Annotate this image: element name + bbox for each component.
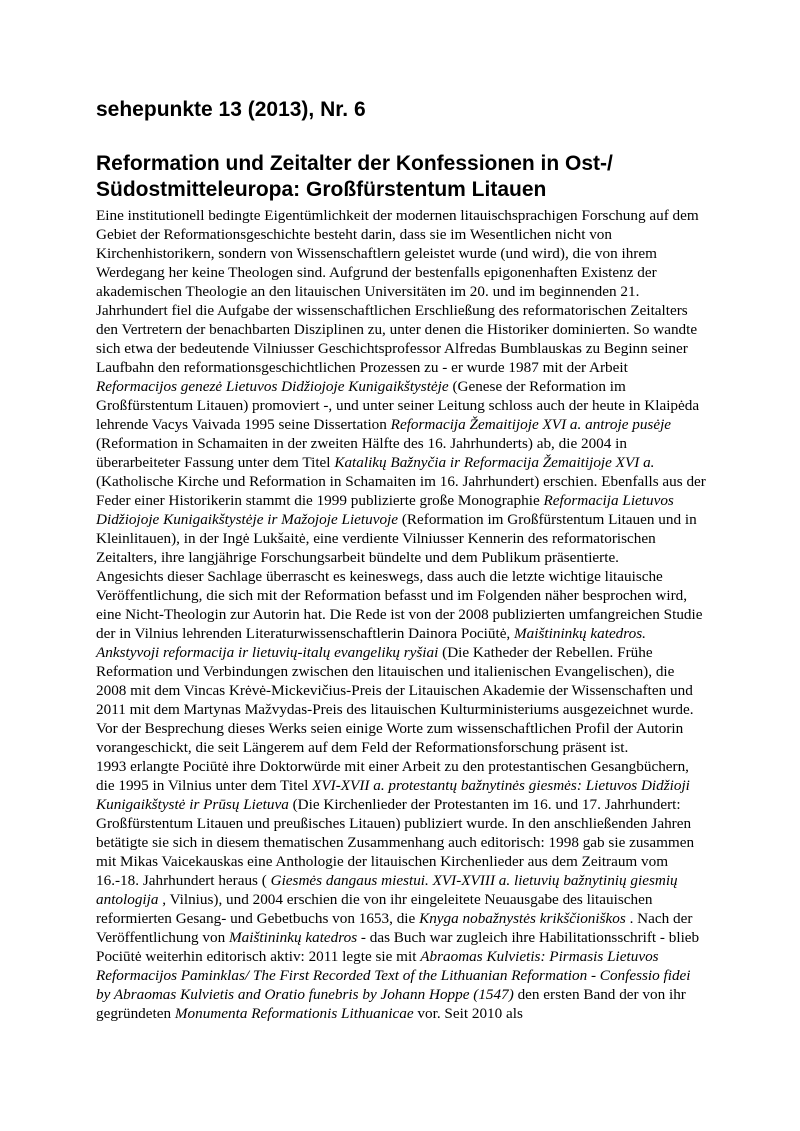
italic-title-citation: XVI-XVII a. protestantų bažnytinės giesmės: Lietuvos Didžioji Kunigaikštystė ir Prūsų Lietuva	[96, 777, 690, 813]
italic-title-citation: Knyga nobažnystės krikščioniškos	[419, 910, 626, 927]
paragraph-text: Angesichts dieser Sachlage überrascht es keineswegs, dass auch die letzte wichtige litauische Veröffentlichung, die sich mit der Reformation befasst und im Folgenden näher besprochen wird, eine Nicht-Theologin zur Autorin hat. Die Rede ist von der 2008 publizierten umfangreichen Studie der in Vilnius lehrenden Literaturwissenschaftlerin Dainora Pociūtė,	[96, 568, 703, 642]
italic-title-citation: Reformacijos genezė Lietuvos Didžiojoje Kunigaikštystėje	[96, 378, 449, 395]
paragraph-text: - das Buch war zugleich ihre Habilitationsschrift - blieb Pociūtė weiterhin editorisch aktiv: 2011 legte sie mit	[96, 929, 700, 965]
italic-title-citation: Reformacija Žemaitijoje XVI a. antroje pusėje	[390, 416, 672, 433]
italic-title-citation: Maištininkų katedros. Ankstyvoji reformacija ir lietuvių-italų evangelikų ryšiai	[96, 625, 646, 661]
paragraph-text: , Vilnius), und 2004 erschien die von ihr eingeleitete Neuausgabe des litauischen reformierten Gesang- und Gebetbuchs von 1653, die	[96, 891, 653, 927]
italic-title-citation: Katalikų Bažnyčia ir Reformacija Žemaitijoje XVI a.	[334, 454, 655, 471]
italic-title-citation: Monumenta Reformationis Lithuanicae	[174, 1005, 414, 1022]
italic-title-citation: Maištininkų katedros	[229, 929, 358, 946]
italic-title-citation: Abraomas Kulvietis: Pirmasis Lietuvos Reformacijos Paminklas/ The First Recorded Text of the Lithuanian Reformation - Confessio fidei by Abraomas Kulvietis and Oratio funebris by Johann Hoppe (1547)	[96, 948, 691, 1003]
body-paragraph	[96, 206, 708, 567]
paragraph-text: Eine institutionell bedingte Eigentümlichkeit der modernen litauischsprachigen Forschung auf dem Gebiet der Reformationsgeschichte besteht darin, dass sie im Wesentlichen nicht von Kirchenhistorikern, sondern von Wissenschaftlern geleistet wurde (und wird), die von ihrem Werdegang her keine Theologen sind. Aufgrund der bestenfalls epigonenhaften Existenz der akademischen Theologie an den litauischen Universitäten im 20. und im beginnenden 21. Jahrhundert fiel die Aufgabe der wissenschaftlichen Erschließung des reformatorischen Zeitalters den Vertretern der benachbarten Disziplinen zu, unter denen die Historiker dominierten. So wandte sich etwa der bedeutende Vilniusser Geschichtsprofessor Alfredas Bumblauskas zu Beginn seiner Laufbahn den reformationsgeschichtlichen Prozessen zu - er wurde 1987 mit der Arbeit	[96, 207, 699, 376]
paragraph-text: (Die Katheder der Rebellen. Frühe Reformation und Verbindungen zwischen den litauischen und italienischen Evangelischen), die 2008 mit dem Vincas Krėvė-Mickevičius-Preis der Litauischen Akademie der Wissenschaften und 2011 mit dem Martynas Mažvydas-Preis des litauischen Kulturministeriums ausgezeichnet wurde. Vor der Besprechung dieses Werks seien einige Worte zum wissenschaftlichen Profil der Autorin vorangeschickt, die seit Längerem auf dem Feld der Reformationsforschung präsent ist.	[96, 644, 694, 756]
paragraph-text: 1993 erlangte Pociūtė ihre Doktorwürde mit einer Arbeit zu den protestantischen Gesangbüchern, die 1995 in Vilnius unter dem Titel	[96, 758, 689, 794]
body-paragraph	[96, 567, 708, 757]
italic-title-citation: Reformacija Lietuvos Didžiojoje Kunigaikštystėje ir Mažojoje Lietuvoje	[96, 492, 674, 528]
paragraph-text: (Reformation im Großfürstentum Litauen und in Kleinlitauen), in der Ingė Lukšaitė, eine verdiente Vilniusser Kennerin des reformatorischen Zeitalters, ihre langjährige Forschungsarbeit bündelte und dem Publikum präsentierte.	[96, 511, 697, 566]
paragraph-text: (Reformation in Schamaiten in der zweiten Hälfte des 16. Jahrhunderts) ab, die 2004 in überarbeiteter Fassung unter dem Titel	[96, 435, 627, 471]
article-title-line2: Südostmitteleuropa: Großfürstentum Litauen	[96, 178, 547, 201]
paragraph-text: . Nach der Veröffentlichung von	[96, 910, 693, 946]
body-paragraph	[96, 757, 708, 1023]
paragraph-text: (Die Kirchenlieder der Protestanten im 16. und 17. Jahrhundert: Großfürstentum Litauen und preußisches Litauen) publiziert wurde. In den anschließenden Jahren betätigte sie sich in diesem thematischen Zusammenhang auch editorisch: 1998 gab sie zusammen mit Mikas Vaicekauskas eine Anthologie der litauischen Kirchenlieder aus dem Zeitraum vom 16.-18. Jahrhundert heraus (	[96, 796, 695, 889]
paragraph-text: vor. Seit 2010 als	[413, 1005, 523, 1022]
journal-issue-heading: sehepunkte 13 (2013), Nr. 6	[96, 98, 366, 121]
article-title-line1: Reformation und Zeitalter der Konfessionen in Ost-/	[96, 152, 613, 175]
paragraph-text: den ersten Band der von ihr gegründeten	[96, 986, 686, 1022]
paragraph-text: (Katholische Kirche und Reformation in Schamaiten im 16. Jahrhundert) erschien. Ebenfalls aus der Feder einer Historikerin stammt die 1999 publizierte große Monographie	[96, 473, 706, 509]
italic-title-citation: Giesmės dangaus miestui. XVI-XVIII a. lietuvių bažnytinių giesmių antologija	[96, 872, 678, 908]
article-body	[96, 206, 708, 1023]
article-title	[96, 151, 708, 203]
paragraph-text: (Genese der Reformation im Großfürstentum Litauen) promoviert -, und unter seiner Leitung schloss auch der heute in Klaipėda lehrende Vacys Vaivada 1995 seine Dissertation	[96, 378, 700, 433]
